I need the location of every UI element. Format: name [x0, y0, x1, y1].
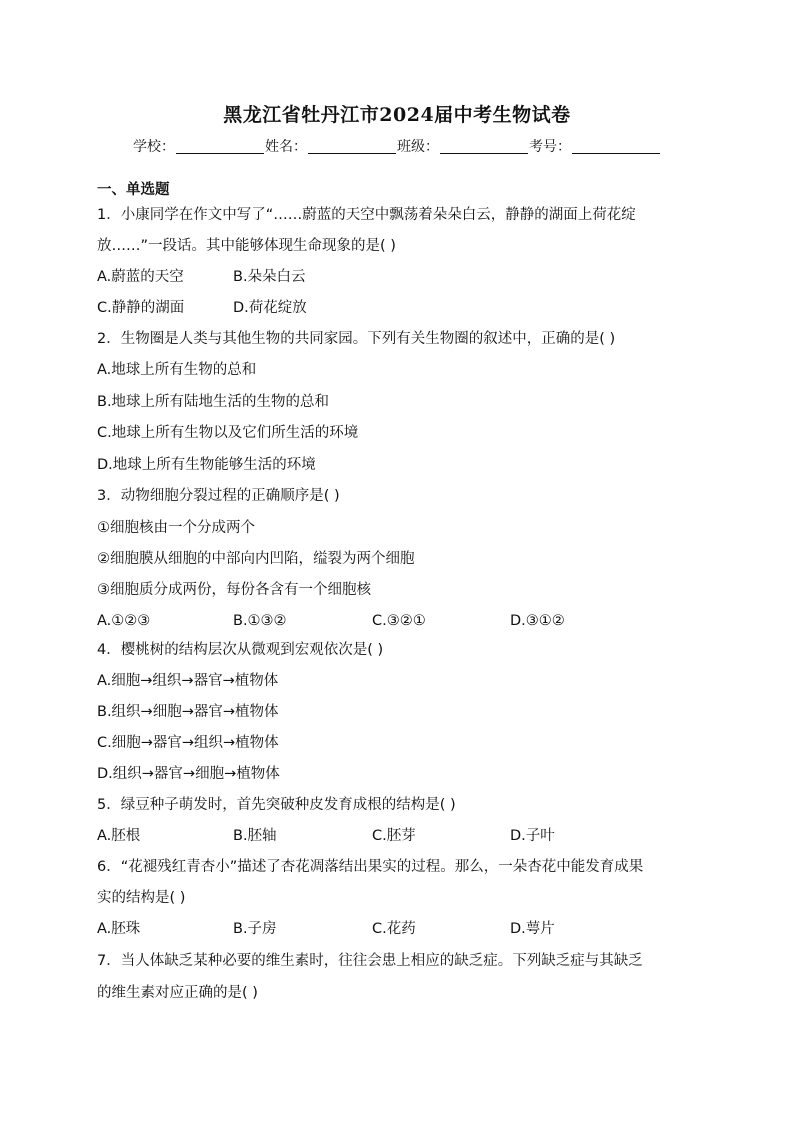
- question-3-option-d: D.③①②: [510, 613, 565, 629]
- question-1-option-d: D.荷花绽放: [233, 300, 307, 316]
- question-2-option-c: C.地球上所有生物以及它们所生活的环境: [97, 425, 359, 441]
- question-5-option-b: B.胚轴: [233, 828, 277, 844]
- question-6-line-2: 实的结构是( ): [97, 890, 186, 906]
- question-3-statement-3: ③细胞质分成两份，每份各含有一个细胞核: [97, 582, 371, 598]
- question-5-option-a: A.胚根: [97, 828, 141, 844]
- school-blank[interactable]: [176, 139, 264, 154]
- class-blank[interactable]: [440, 139, 528, 154]
- question-4-option-c: C.细胞→器官→组织→植物体: [97, 735, 279, 751]
- question-6-option-d: D.萼片: [510, 921, 555, 937]
- school-label: 学校：: [133, 139, 175, 155]
- question-2-option-d: D.地球上所有生物能够生活的环境: [97, 457, 316, 473]
- question-3-line-1: 3．动物细胞分裂过程的正确顺序是( ): [97, 488, 340, 504]
- question-7-line-2: 的维生素对应正确的是( ): [97, 985, 258, 1001]
- question-1-line-2: 放……”一段话。其中能够体现生命现象的是( ): [97, 238, 396, 254]
- question-1-option-b: B.朵朵白云: [233, 269, 306, 285]
- class-label: 班级：: [397, 139, 439, 155]
- number-blank[interactable]: [572, 139, 660, 154]
- question-1-option-c: C.静静的湖面: [97, 300, 185, 316]
- question-5-option-c: C.胚芽: [372, 828, 416, 844]
- question-2-option-b: B.地球上所有陆地生活的生物的总和: [97, 394, 330, 410]
- question-3-option-b: B.①③②: [233, 613, 287, 629]
- question-3-statement-2: ②细胞膜从细胞的中部向内凹陷，缢裂为两个细胞: [97, 551, 415, 567]
- question-7-line-1: 7．当人体缺乏某种必要的维生素时，往往会患上相应的缺乏症。下列缺乏症与其缺乏: [97, 953, 643, 969]
- question-4-option-a: A.细胞→组织→器官→植物体: [97, 673, 279, 689]
- question-3-statement-1: ①细胞核由一个分成两个: [97, 520, 255, 536]
- section-heading: 一、单选题: [97, 182, 170, 198]
- number-label: 考号：: [529, 139, 571, 155]
- question-5-line-1: 5．绿豆种子萌发时，首先突破种皮发育成根的结构是( ): [97, 797, 456, 813]
- question-4-option-b: B.组织→细胞→器官→植物体: [97, 704, 279, 720]
- question-2-line-1: 2．生物圈是人类与其他生物的共同家园。下列有关生物圈的叙述中，正确的是( ): [97, 331, 616, 347]
- question-1-line-1: 1．小康同学在作文中写了“……蔚蓝的天空中飘荡着朵朵白云，静静的湖面上荷花绽: [97, 207, 636, 223]
- question-6-option-b: B.子房: [233, 921, 277, 937]
- question-6-line-1: 6．“花褪残红青杏小”描述了杏花凋落结出果实的过程。那么，一朵杏花中能发育成果: [97, 859, 644, 875]
- student-info-line: [0, 136, 794, 156]
- name-blank[interactable]: [308, 139, 396, 154]
- question-6-option-a: A.胚珠: [97, 921, 141, 937]
- question-2-option-a: A.地球上所有生物的总和: [97, 362, 257, 378]
- question-5-option-d: D.子叶: [510, 828, 555, 844]
- question-1-option-a: A.蔚蓝的天空: [97, 269, 184, 285]
- exam-title: 黑龙江省牡丹江市2024届中考生物试卷: [223, 104, 571, 126]
- question-3-option-a: A.①②③: [97, 613, 151, 629]
- question-6-option-c: C.花药: [372, 921, 416, 937]
- question-4-option-d: D.组织→器官→细胞→植物体: [97, 766, 280, 782]
- name-label: 姓名：: [265, 139, 307, 155]
- question-3-option-c: C.③②①: [372, 613, 426, 629]
- question-4-line-1: 4．樱桃树的结构层次从微观到宏观依次是( ): [97, 642, 384, 658]
